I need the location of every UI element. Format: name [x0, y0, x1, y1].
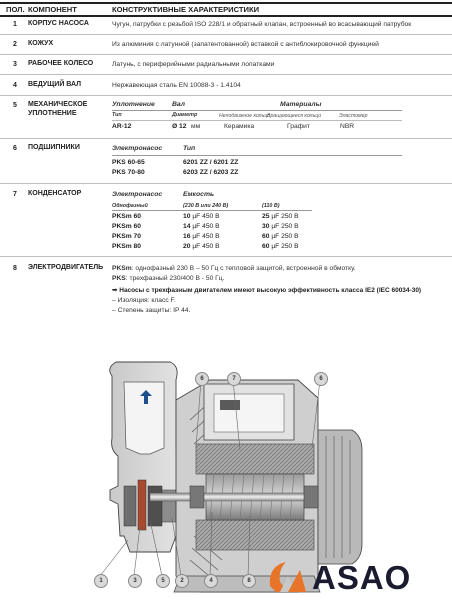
capacitor-row-3-110-value: 60: [262, 233, 270, 240]
row-2-name: КОЖУХ: [28, 40, 54, 47]
row-divider: [0, 54, 452, 55]
fan-cover: [318, 430, 362, 564]
capacitor-row-4-230: [183, 243, 220, 250]
capacitor-row-3-pump: PKSm 70: [112, 233, 141, 240]
capacitor-row-1-110: [262, 213, 299, 220]
seal-sub-rotating-ring: Вращающееся кольцо: [267, 113, 322, 119]
row-divider: [0, 34, 452, 35]
callout-8: 8: [242, 574, 256, 588]
capacitor-row-4-110-value: 60: [262, 243, 270, 250]
row-3-name: РАБОЧЕЕ КОЛЕСО: [28, 60, 94, 67]
capacitor-header-capacity: Емкость: [183, 191, 215, 198]
seal-sub-diameter: Диаметр: [172, 112, 198, 118]
row-3-num: 3: [13, 61, 17, 68]
seal-type-value: AR-12: [112, 123, 132, 130]
capacitor-row-2-230-unit: µF 450 В: [192, 223, 220, 230]
row-2-num: 2: [13, 41, 17, 48]
seal-subheader-rule: [112, 110, 402, 111]
callout-1: 1: [94, 574, 108, 588]
capacitor-sub-110: (110 В): [262, 203, 280, 209]
bearings-row-2-type: 6203 ZZ / 6203 ZZ: [183, 169, 239, 176]
motor-line-2: [112, 275, 224, 282]
callout-6-left: 6: [195, 372, 209, 386]
row-8-name: ЭЛЕКТРОДВИГАТЕЛЬ: [28, 264, 104, 271]
callout-6-right: 6: [314, 372, 328, 386]
stator-winding-top: [196, 444, 314, 474]
row-divider: [0, 95, 452, 96]
motor-line-1-model: PKSm: [112, 265, 132, 272]
capacitor-row-4-110-unit: µF 250 В: [271, 243, 299, 250]
capacitor-sub-230: (230 В или 240 В): [183, 203, 229, 209]
motor-line-2-text: : трехфазный 230/400 В - 50 Гц.: [125, 275, 225, 282]
header-component: КОМПОНЕНТ: [28, 5, 77, 14]
capacitor-row-2-110-unit: µF 250 В: [271, 223, 299, 230]
seal-header-materials: Материалы: [280, 101, 322, 108]
row-7-name: КОНДЕНСАТОР: [28, 190, 82, 197]
row-7-num: 7: [13, 191, 17, 198]
seal-fixed-value: Керамика: [224, 123, 255, 130]
callout-4: 4: [204, 574, 218, 588]
capacitor-row-1-110-unit: µF 250 В: [271, 213, 299, 220]
capacitor-row-3-230-unit: µF 450 В: [192, 233, 220, 240]
row-1-name: КОРПУС НАСОСА: [28, 20, 89, 27]
asao-logo-text: ASAO: [312, 559, 412, 596]
capacitor-header-pump: Электронасос: [112, 191, 163, 198]
row-8-num: 8: [13, 265, 17, 272]
capacitor-row-2-110: [262, 223, 299, 230]
seal-value-rule: [112, 120, 402, 121]
bearings-header-rule: [112, 155, 402, 156]
bearings-header-pump: Электронасос: [112, 145, 163, 152]
row-5-num: 5: [13, 102, 17, 109]
row-1-num: 1: [13, 21, 17, 28]
capacitor-sub-single: Однофазный: [112, 203, 148, 209]
motor-line-1-text: : однофазный 230 В – 50 Гц с тепловой защитой, встроенной в обмотку.: [131, 265, 356, 272]
seal-diameter-value: Ø 12: [172, 123, 187, 130]
bearings-row-1-pump: PKS 60-65: [112, 159, 145, 166]
seal-rotating-value: Графит: [287, 123, 310, 130]
asao-logo-mark: [266, 556, 310, 596]
capacitor-row-4-110: [262, 243, 299, 250]
capacitor-row-2-230: [183, 223, 220, 230]
row-6-name: ПОДШИПНИКИ: [28, 144, 80, 151]
row-divider: [0, 183, 452, 184]
header-bottom-rule: [0, 15, 452, 17]
seal-sub-elastomer: Эластомер: [339, 113, 368, 119]
row-3-text: Латунь, с периферийными радиальными лопатками: [112, 61, 275, 68]
motor-insulation: – Изоляция: класс F.: [112, 297, 176, 304]
header-features: КОНСТРУКТИВНЫЕ ХАРАКТЕРИСТИКИ: [112, 5, 260, 14]
capacitor-row-4-230-unit: µF 450 В: [192, 243, 220, 250]
callout-5: 5: [156, 574, 170, 588]
capacitor-row-2-pump: PKSm 60: [112, 223, 141, 230]
capacitor-row-1-230-value: 10: [183, 213, 191, 220]
motor-line-2-model: PKS: [112, 275, 126, 282]
row-4-num: 4: [13, 82, 17, 89]
callout-3: 3: [128, 574, 142, 588]
motor-line-1: [112, 265, 356, 272]
seal-sub-fixed-ring: Неподвижное кольцо: [219, 113, 271, 119]
seal-diameter-unit: мм: [191, 123, 201, 130]
capacitor-row-2-230-value: 14: [183, 223, 191, 230]
row-divider: [0, 74, 452, 75]
capacitor-row-3-110: [262, 233, 299, 240]
seal-header-seal: Уплотнение: [112, 101, 155, 108]
seal-elastomer-value: NBR: [340, 123, 355, 130]
header-pos: ПОЛ.: [6, 5, 25, 14]
capacitor-row-4-pump: PKSm 80: [112, 243, 141, 250]
header-top-rule: [0, 2, 452, 4]
row-divider: [0, 138, 452, 139]
motor-ie2-note: ➡ Насосы с трехфазным двигателем имеют высокую эффективность класса IE2 (IEC 60034-30): [112, 287, 422, 294]
callout-2: 2: [175, 574, 189, 588]
capacitor-row-1-230-unit: µF 450 В: [192, 213, 220, 220]
capacitor-row-3-230: [183, 233, 220, 240]
motor-protection: – Степень защиты: IP 44.: [112, 307, 191, 314]
capacitor-row-4-230-value: 20: [183, 243, 191, 250]
capacitor-row-1-110-value: 25: [262, 213, 270, 220]
seal-header-shaft: Вал: [172, 101, 185, 108]
capacitor-row-3-110-unit: µF 250 В: [271, 233, 299, 240]
row-5-name-line2: УПЛОТНЕНИЕ: [28, 110, 77, 117]
row-2-text: Из алюминия с латунной (запатентованной) вставкой с антиблокировочной функцией: [112, 41, 379, 48]
capacitor-row-1-230: [183, 213, 220, 220]
row-1-text: Чугун, патрубки с резьбой ISO 228/1 и обратный клапан, встроенный во всасывающий патрубок: [112, 21, 412, 28]
row-4-text: Нержавеющая сталь EN 10088-3 - 1.4104: [112, 82, 241, 89]
capacitor-row-1-pump: PKSm 60: [112, 213, 141, 220]
bearings-header-type: Тип: [183, 145, 196, 152]
row-divider: [0, 256, 452, 257]
capacitor-row-2-110-value: 30: [262, 223, 270, 230]
row-4-name: ВЕДУЩИЙ ВАЛ: [28, 81, 82, 88]
callout-7: 7: [227, 372, 241, 386]
capacitor-row-3-230-value: 16: [183, 233, 191, 240]
row-6-num: 6: [13, 145, 17, 152]
bearings-row-2-pump: PKS 70-80: [112, 169, 145, 176]
bearings-row-1-type: 6201 ZZ / 6201 ZZ: [183, 159, 239, 166]
stator-winding-bottom: [196, 520, 314, 550]
capacitor-header-rule: [112, 210, 312, 211]
row-5-name-line1: МЕХАНИЧЕСКОЕ: [28, 101, 88, 108]
seal-sub-type: Тип: [112, 112, 122, 118]
